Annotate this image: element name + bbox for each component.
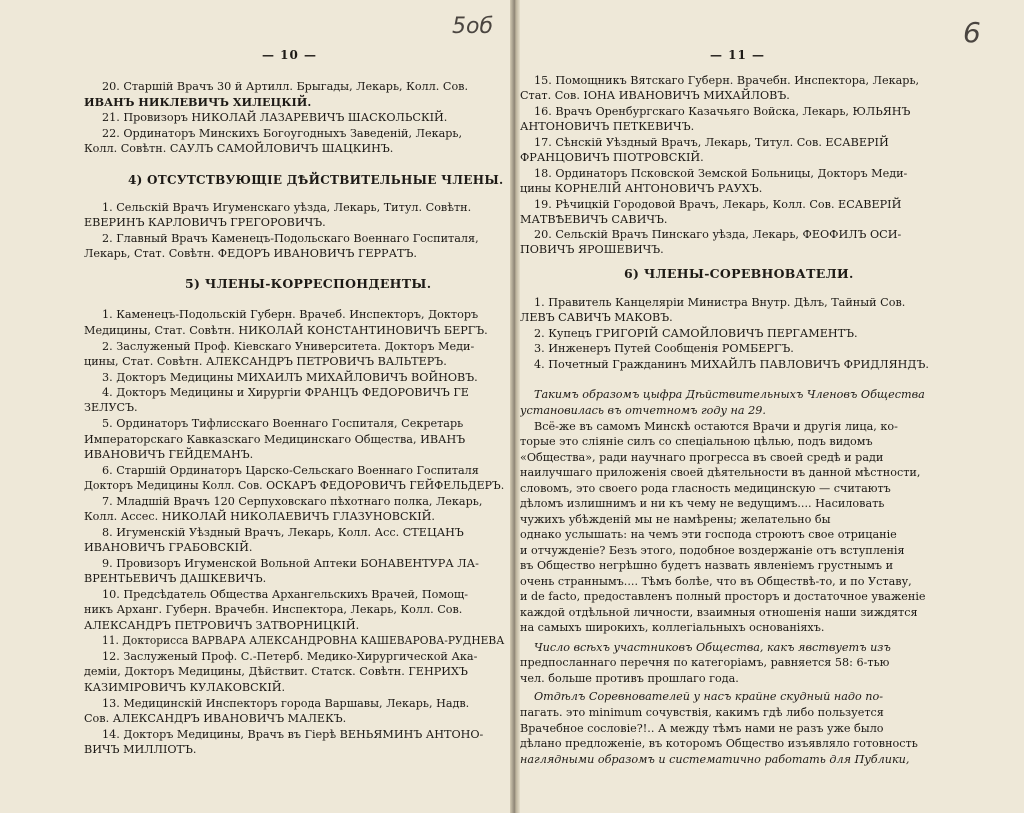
- text-line: 15. Помощникъ Вятскаго Губерн. Врачебн. Инспектора, Лекарь,: [534, 74, 920, 87]
- text-line: 10. Предсѣдатель Общества Архангельскихъ Врачей, Помощ-: [102, 588, 469, 601]
- text-line: каждой отдѣльной личности, взаимныя отношенія наши зиждятся: [520, 606, 918, 619]
- pencil-folio-note: 5об: [452, 14, 494, 39]
- text-line: Медицины, Стат. Совѣтн. НИКОЛАЙ КОНСТАНТИНОВИЧЪ БЕРГЪ.: [84, 324, 488, 337]
- text-line: 16. Врачъ Оренбургскаго Казачьяго Войска, Лекарь, ЮЛЬЯНЪ: [534, 105, 911, 118]
- text-line: АНТОНОВИЧЪ ПЕТКЕВИЧЪ.: [520, 120, 695, 133]
- text-line: 19. Рѣчицкій Городовой Врачъ, Лекарь, Колл. Сов. ЕСАВЕРІЙ: [534, 198, 902, 211]
- right-page: [520, 0, 1024, 813]
- text-line: 1. Сельскій Врачъ Игуменскаго уѣзда, Лекарь, Титул. Совѣтн.: [102, 201, 472, 214]
- text-line: 4. Почетный Гражданинъ МИХАЙЛЪ ПАВЛОВИЧЪ ФРИДЛЯНДЪ.: [534, 358, 929, 371]
- text-line: наилучшаго приложенія своей дѣятельности въ данной мѣстности,: [520, 466, 921, 479]
- text-line: МАТВѢЕВИЧЪ САВИЧЪ.: [520, 213, 668, 226]
- section-heading-absent: 4) ОТСУТСТВУЮЩІЕ ДѢЙСТВИТЕЛЬНЫЕ ЧЛЕНЫ.: [128, 172, 504, 187]
- text-line: «Общества», ради научнаго прогресса въ своей средѣ и ради: [520, 451, 884, 464]
- text-line: 20. Сельскій Врачъ Пинскаго уѣзда, Лекарь, ФЕОФИЛЪ ОСИ-: [534, 228, 902, 241]
- text-line: никъ Арханг. Губерн. Врачебн. Инспектора, Лекарь, Колл. Сов.: [84, 603, 463, 616]
- text-line: 22. Ординаторъ Минскихъ Богоугодныхъ Заведеній, Лекарь,: [102, 127, 463, 140]
- text-line: словомъ, это своего рода гласность медицинскую — считаютъ: [520, 482, 891, 495]
- text-line: 17. Сѣнскій Уѣздный Врачъ, Лекарь, Титул. Сов. ЕСАВЕРІЙ: [534, 136, 889, 149]
- text-line: 2. Купецъ ГРИГОРІЙ САМОЙЛОВИЧЪ ПЕРГАМЕНТЪ.: [534, 327, 858, 340]
- text-line: Всё-же въ самомъ Минскѣ остаются Врачи и другія лица, ко-: [534, 420, 898, 433]
- text-line: Число всѣхъ участниковъ Общества, какъ явствуетъ изъ: [534, 641, 891, 654]
- text-line: наглядными образомъ и систематично работать для Публики,: [520, 753, 910, 766]
- text-line: на самыхъ широкихъ, коллегіальныхъ основаніяхъ.: [520, 621, 825, 634]
- text-line: 13. Медицинскій Инспекторъ города Варшавы, Лекарь, Надв.: [102, 697, 470, 710]
- book-gutter: [510, 0, 520, 813]
- text-line: Докторъ Медицины Колл. Сов. ОСКАРЪ ФЕДОРОВИЧЪ ГЕЙФЕЛЬДЕРЪ.: [84, 479, 505, 492]
- left-page-number: — 10 —: [262, 48, 318, 62]
- text-line: 1. Правитель Канцеляріи Министра Внутр. Дѣлъ, Тайный Сов.: [534, 296, 906, 309]
- text-line: ЕВЕРИНЪ КАРЛОВИЧЪ ГРЕГОРОВИЧЪ.: [84, 216, 326, 229]
- text-line: Такимъ образомъ цыфра Дѣйствительныхъ Членовъ Общества: [534, 388, 925, 401]
- text-line: 6. Старшій Ординаторъ Царско-Сельскаго Военнаго Госпиталя: [102, 464, 479, 477]
- text-line: и de facto, предоставленъ полный просторъ и достаточное уваженіе: [520, 590, 926, 603]
- text-line: 4. Докторъ Медицины и Хирургіи ФРАНЦЪ ФЕДОРОВИЧЪ ГЕ: [102, 386, 469, 399]
- text-line: торые это сліяніе силъ со спеціальною цѣлью, подъ видомъ: [520, 435, 873, 448]
- text-line: 2. Заслуженый Проф. Кіевскаго Университета. Докторъ Меди-: [102, 340, 475, 353]
- text-line: ПОВИЧЪ ЯРОШЕВИЧЪ.: [520, 243, 664, 256]
- text-line: КАЗИМІРОВИЧЪ КУЛАКОВСКІЙ.: [84, 681, 286, 694]
- text-line: ФРАНЦОВИЧЪ ПІОТРОВСКІЙ.: [520, 151, 704, 164]
- text-line: Колл. Совѣтн. САУЛЪ САМОЙЛОВИЧЪ ШАЦКИНЪ.: [84, 142, 394, 155]
- text-line: Лекарь, Стат. Совѣтн. ФЕДОРЪ ИВАНОВИЧЪ ГЕРРАТЪ.: [84, 247, 417, 260]
- text-line: однако услышать: на чемъ эти господа строютъ свое отрицаніе: [520, 528, 897, 541]
- text-line: Стат. Сов. ІОНА ИВАНОВИЧЪ МИХАЙЛОВЪ.: [520, 89, 790, 102]
- text-line: 21. Провизоръ НИКОЛАЙ ЛАЗАРЕВИЧЪ ШАСКОЛЬСКІЙ.: [102, 111, 448, 124]
- right-page-number: — 11 —: [710, 48, 766, 62]
- text-line: 8. Игуменскій Уѣздный Врачъ, Лекарь, Колл. Асс. СТЕЦАНЪ: [102, 526, 464, 539]
- text-line: цины, Стат. Совѣтн. АЛЕКСАНДРЪ ПЕТРОВИЧЪ ВАЛЬТЕРЪ.: [84, 355, 447, 368]
- text-line: дѣломъ излишнимъ и ни къ чему не ведущимъ.... Насиловать: [520, 497, 885, 510]
- text-line: въ Общество негрѣшно будетъ назвать явленіемъ грустнымъ и: [520, 559, 894, 572]
- text-line: 12. Заслуженый Проф. С.-Петерб. Медико-Хирургической Ака-: [102, 650, 478, 663]
- text-line: и отчужденіе? Безъ этого, подобное воздержаніе отъ вступленія: [520, 544, 905, 557]
- section-heading-members: 6) ЧЛЕНЫ-СОРЕВНОВАТЕЛИ.: [624, 266, 854, 281]
- text-line: предпосланнаго перечня по категоріамъ, равняется 58: 6-тью: [520, 656, 890, 669]
- left-page: [0, 0, 510, 813]
- text-line: очень страннымъ.... Тѣмъ болѣе, что въ Обществѣ-то, и по Уставу,: [520, 575, 912, 588]
- text-line: 7. Младшій Врачъ 120 Серпуховскаго пѣхотнаго полка, Лекарь,: [102, 495, 483, 508]
- text-line: 3. Инженеръ Путей Сообщенія РОМБЕРГЪ.: [534, 342, 794, 355]
- text-line: Врачебное сословіе?!.. А между тѣмъ нами не разъ уже было: [520, 722, 884, 735]
- text-line: Сов. АЛЕКСАНДРЪ ИВАНОВИЧЪ МАЛЕКЪ.: [84, 712, 347, 725]
- text-line: ИВАНЪ НИКЛЕВИЧЪ ХИЛЕЦКІЙ.: [84, 95, 312, 109]
- text-line: ЗЕЛУСЪ.: [84, 401, 138, 414]
- text-line: пагать. это minimum сочувствія, какимъ гдѣ либо пользуется: [520, 706, 884, 719]
- text-line: установилась въ отчетномъ году на 29.: [520, 404, 766, 417]
- text-line: Императорскаго Кавказскаго Медицинскаго Общества, ИВАНЪ: [84, 433, 466, 446]
- text-line: деміи, Докторъ Медицины, Дѣйствит. Статск. Совѣтн. ГЕНРИХЪ: [84, 665, 468, 678]
- text-line: ВИЧЪ МИЛЛІОТЪ.: [84, 743, 197, 756]
- text-line: 18. Ординаторъ Псковской Земской Больницы, Докторъ Меди-: [534, 167, 908, 180]
- text-line: АЛЕКСАНДРЪ ПЕТРОВИЧЪ ЗАТВОРНИЦКІЙ.: [84, 619, 360, 632]
- pencil-page-note: 6: [963, 16, 981, 49]
- text-line: ВРЕНТЬЕВИЧЪ ДАШКЕВИЧЪ.: [84, 572, 267, 585]
- text-line: цины КОРНЕЛІЙ АНТОНОВИЧЪ РАУХЪ.: [520, 182, 763, 195]
- section-heading-correspondents: 5) ЧЛЕНЫ-КОРРЕСПОНДЕНТЫ.: [185, 276, 432, 291]
- text-line: Отдѣлъ Соревнователей у насъ крайне скудный надо по-: [534, 690, 884, 703]
- text-line: ИВАНОВИЧЪ ГРАБОВСКІЙ.: [84, 541, 253, 554]
- text-line: 14. Докторъ Медицины, Врачъ въ Гіерѣ ВЕНЬЯМИНЪ АНТОНО-: [102, 728, 484, 741]
- text-line: ЛЕВЪ САВИЧЪ МАКОВЪ.: [520, 311, 673, 324]
- text-line: чужихъ убѣжденій мы не намѣрены; желательно бы: [520, 513, 831, 526]
- text-line: 20. Старшій Врачъ 30 й Артилл. Брыгады, Лекарь, Колл. Сов.: [102, 80, 469, 93]
- text-line: 11. Докторисса ВАРВАРА АЛЕКСАНДРОВНА КАШЕВАРОВА-РУДНЕВА: [102, 634, 505, 647]
- text-line: чел. больше противъ прошлаго года.: [520, 672, 739, 685]
- text-line: 5. Ординаторъ Тифлисскаго Военнаго Госпиталя, Секретарь: [102, 417, 464, 430]
- text-line: 3. Докторъ Медицины МИХАИЛЪ МИХАЙЛОВИЧЪ ВОЙНОВЪ.: [102, 371, 478, 384]
- text-line: 1. Каменецъ-Подольскій Губерн. Врачеб. Инспекторъ, Докторъ: [102, 308, 479, 321]
- text-line: дѣлано предложеніе, въ которомъ Общество изъявляло готовность: [520, 737, 918, 750]
- text-line: Колл. Ассес. НИКОЛАЙ НИКОЛАЕВИЧЪ ГЛАЗУНОВСКІЙ.: [84, 510, 435, 523]
- text-line: 2. Главный Врачъ Каменецъ-Подольскаго Военнаго Госпиталя,: [102, 232, 479, 245]
- text-line: 9. Провизоръ Игуменской Вольной Аптеки БОНАВЕНТУРА ЛА-: [102, 557, 479, 570]
- text-line: ИВАНОВИЧЪ ГЕЙДЕМАНЪ.: [84, 448, 254, 461]
